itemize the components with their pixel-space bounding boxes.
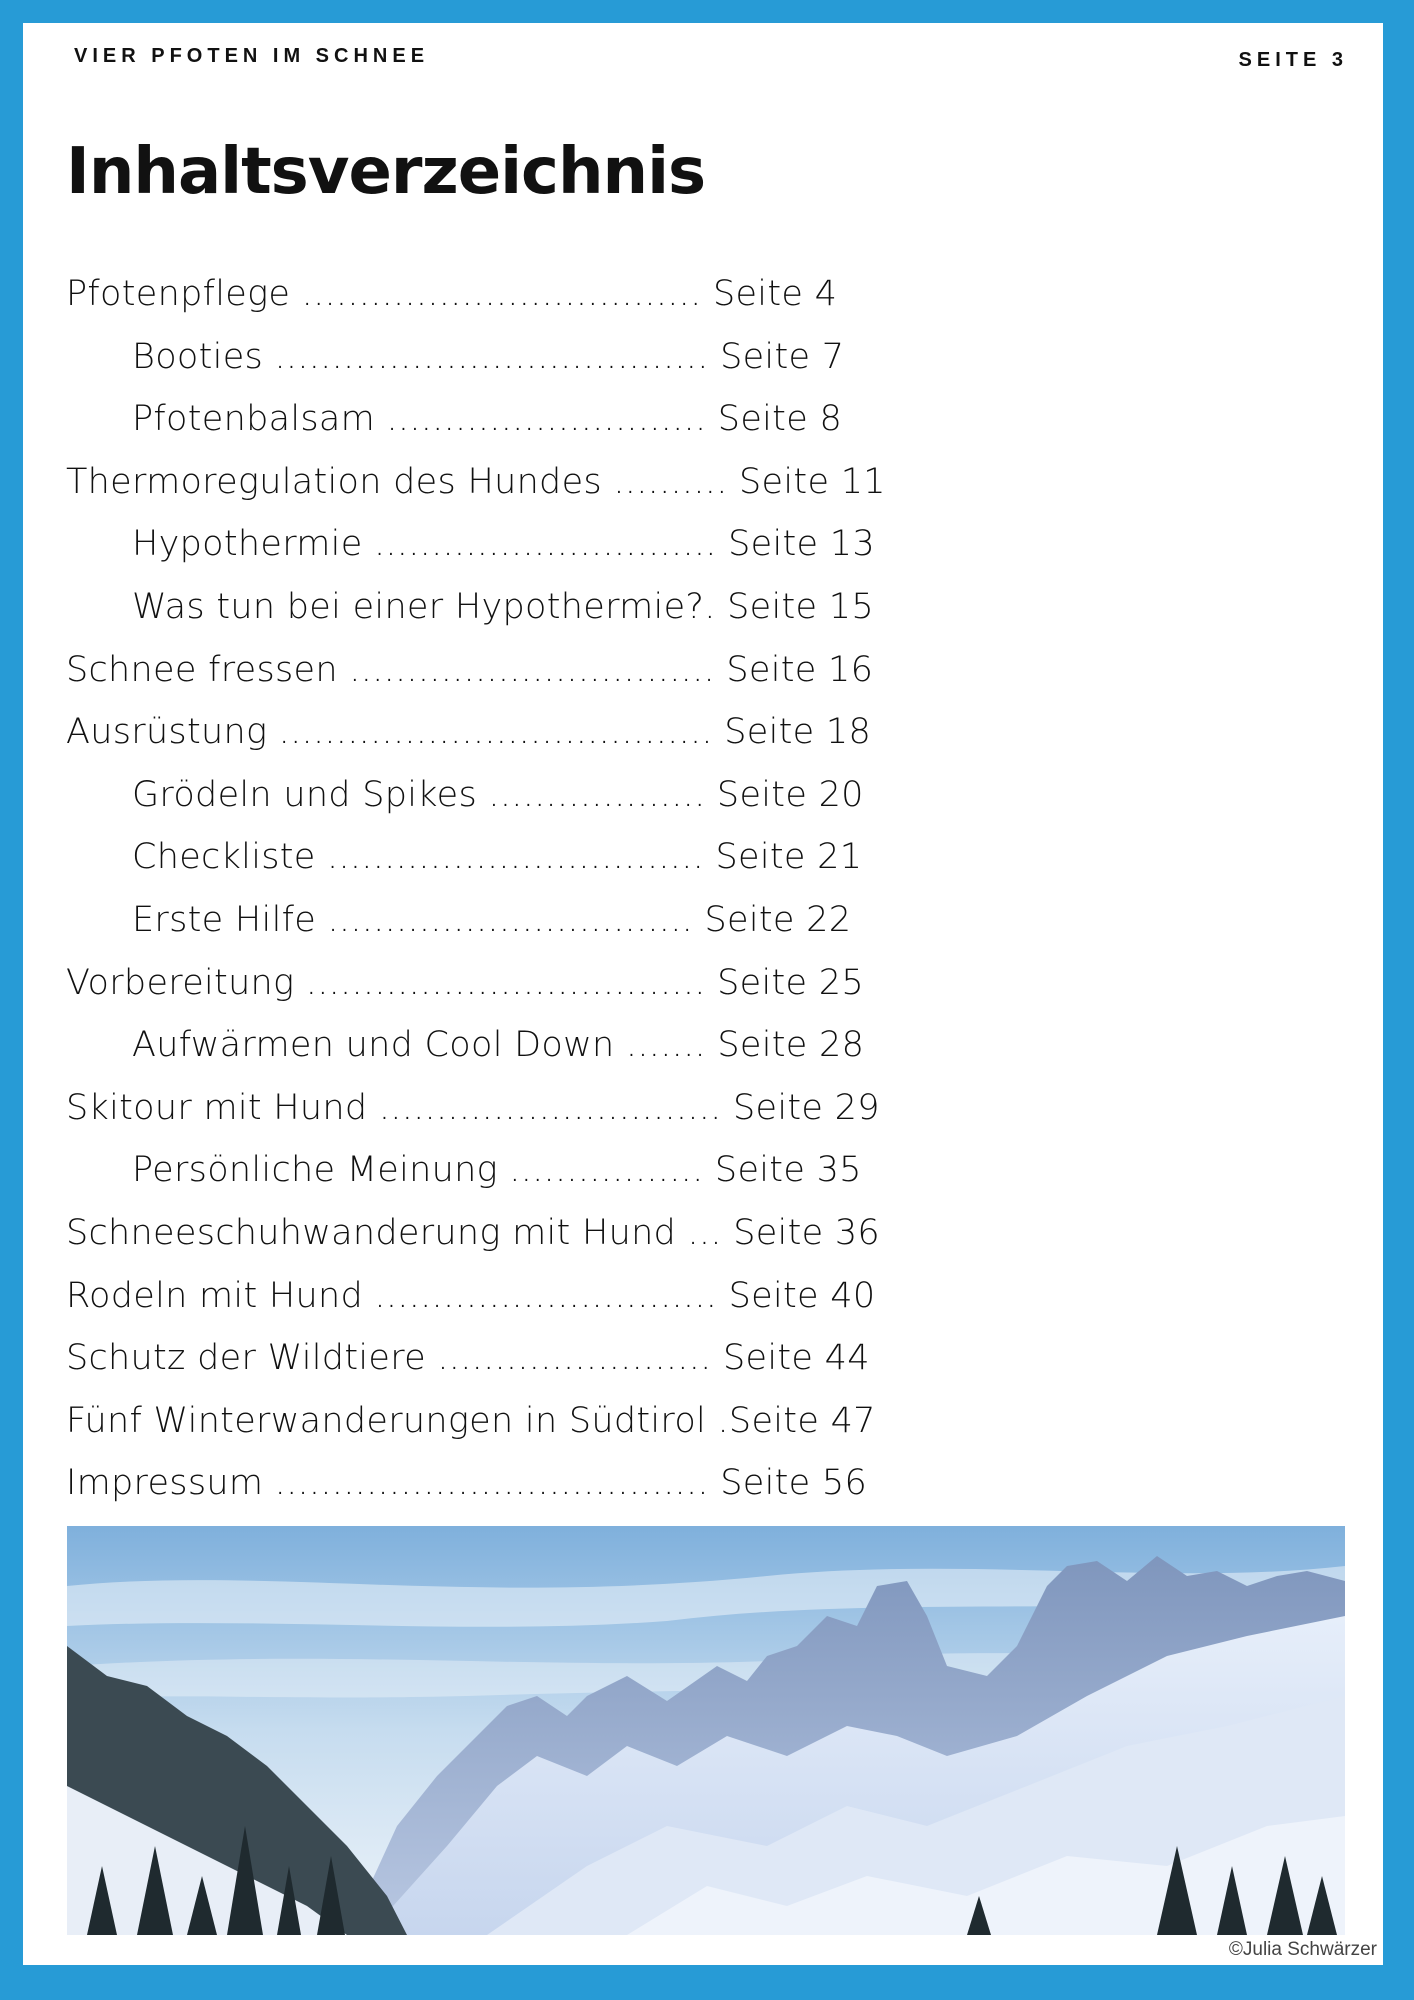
toc-subentry: Booties ...................................... Seite 7 (132, 336, 845, 377)
page (23, 23, 1383, 1965)
toc-subentry: Erste Hilfe ................................ Seite 22 (132, 899, 852, 940)
toc-entry: Pfotenpflege ................................... Seite 4 (66, 274, 838, 314)
toc-subentry: Checkliste ................................. Seite 21 (132, 837, 863, 878)
toc-entry: Schnee fressen ................................ Seite 16 (66, 649, 874, 690)
toc-subentry: Grödeln und Spikes ................... Seite 20 (132, 774, 864, 815)
toc-entry: Impressum ...................................... Seite 56 (66, 1463, 868, 1504)
table-of-contents (66, 263, 886, 1515)
photo-credit: ©Julia Schwärzer (1228, 1939, 1377, 1960)
mountain-photo-icon (67, 1526, 1345, 1935)
toc-entry: Thermoregulation des Hundes .......... Seite 11 (66, 461, 886, 502)
mountain-landscape-photo (67, 1526, 1345, 1935)
toc-entry: Rodeln mit Hund .............................. Seite 40 (66, 1275, 876, 1316)
page-number: SEITE 3 (1238, 49, 1348, 71)
toc-entry: Schutz der Wildtiere ........................ Seite 44 (66, 1338, 870, 1379)
toc-entry: Schneeschuhwanderung mit Hund ... Seite 36 (66, 1212, 880, 1253)
toc-subentry: Persönliche Meinung ................. Seite 35 (132, 1150, 862, 1191)
toc-subentry: Pfotenbalsam ............................ Seite 8 (132, 399, 843, 440)
book-title: VIER PFOTEN IM SCHNEE (74, 45, 430, 67)
toc-entry: Vorbereitung ................................... Seite 25 (66, 962, 864, 1003)
toc-entry: Ausrüstung ...................................... Seite 18 (66, 712, 872, 753)
toc-subentry: Aufwärmen und Cool Down ....... Seite 28 (132, 1025, 865, 1066)
toc-subentry: Hypothermie .............................. Seite 13 (132, 524, 875, 565)
toc-entry: Fünf Winterwanderungen in Südtirol .Seite 47 (66, 1400, 876, 1441)
toc-subentry: Was tun bei einer Hypothermie?. Seite 15 (132, 586, 874, 627)
page-title: Inhaltsverzeichnis (66, 135, 706, 209)
toc-entry: Skitour mit Hund .............................. Seite 29 (66, 1087, 880, 1128)
